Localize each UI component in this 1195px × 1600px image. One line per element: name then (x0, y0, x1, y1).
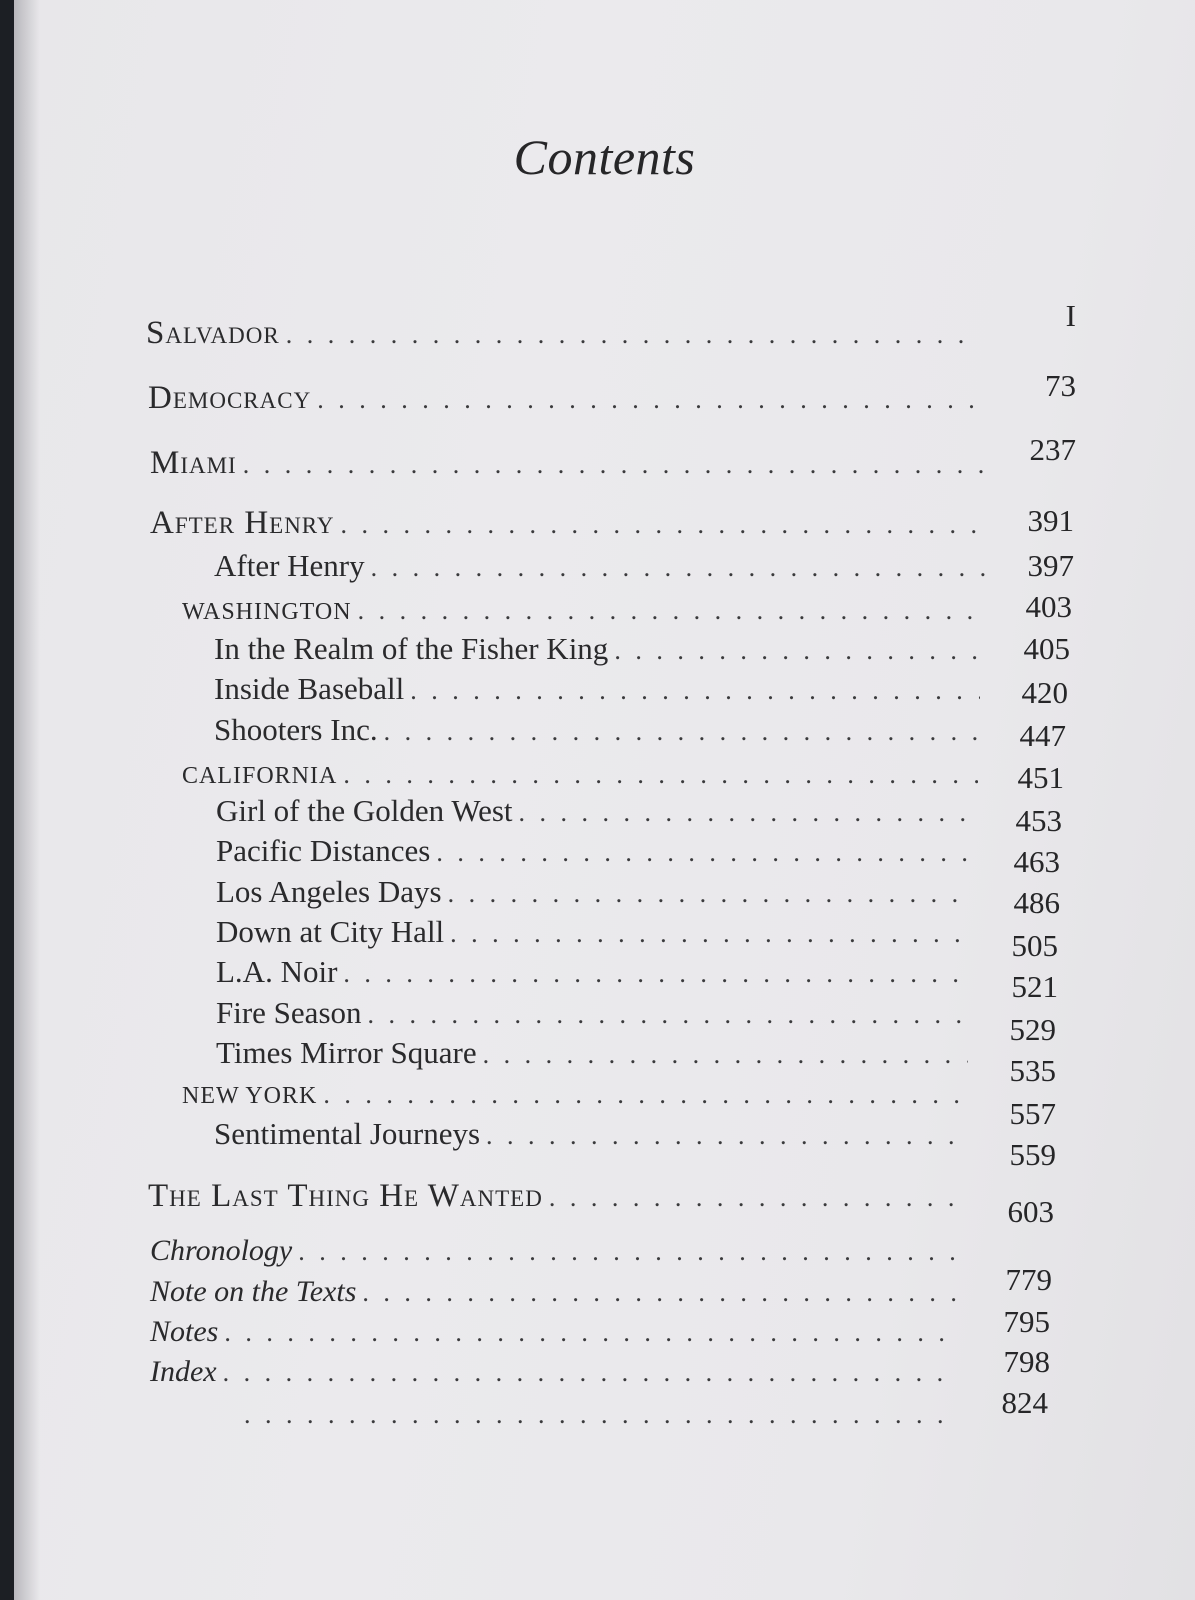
toc-entry (150, 445, 986, 482)
toc-entry (150, 505, 984, 542)
dot-leader (549, 1183, 966, 1213)
page-number: 824 (1001, 1385, 1048, 1420)
toc-entry (216, 874, 974, 910)
dot-leader (224, 1318, 958, 1348)
toc-entry-title: Miami (150, 445, 237, 481)
toc-entry-title: Times Mirror Square (216, 1035, 477, 1070)
toc-entry (148, 380, 988, 417)
page-number: 486 (1013, 885, 1060, 920)
page-number: 391 (1027, 503, 1074, 538)
toc-trailing-leader (244, 1400, 956, 1430)
toc-entry-title: Note on the Texts (150, 1275, 357, 1308)
toc-entry (182, 760, 978, 790)
toc-entry (150, 1275, 960, 1309)
toc-entry-title: Pacific Distances (216, 833, 431, 868)
dot-leader (317, 385, 988, 415)
page-number: 420 (1021, 675, 1068, 710)
toc-entry (150, 1315, 958, 1349)
toc-entry-title: Salvador (146, 315, 280, 351)
page-number: 603 (1007, 1194, 1054, 1229)
dot-leader (341, 510, 985, 540)
page-number: 447 (1019, 718, 1066, 753)
toc-entry (148, 1178, 966, 1215)
toc-entry (216, 793, 976, 829)
toc-entry-title: After Henry (150, 505, 335, 541)
toc-entry-title: Sentimental Journeys (214, 1116, 481, 1151)
page-number: 397 (1027, 548, 1074, 583)
dot-leader (243, 450, 986, 480)
dot-leader (384, 717, 978, 747)
page-number: 505 (1011, 928, 1058, 963)
toc-entry-title: Democracy (148, 380, 312, 416)
page-number: 453 (1015, 803, 1062, 838)
toc-entry (216, 833, 976, 869)
toc-entry-title: WASHINGTON (182, 599, 352, 625)
dot-leader (486, 1121, 966, 1151)
dot-leader (450, 919, 972, 949)
toc-entry (214, 671, 980, 707)
toc-entry (182, 596, 982, 626)
toc-entry-title: Down at City Hall (216, 914, 445, 949)
dot-leader (614, 636, 982, 666)
page-number: I (1065, 298, 1076, 333)
toc-entry (216, 914, 972, 950)
page-number: 529 (1009, 1012, 1056, 1047)
page-number: 73 (1045, 368, 1076, 403)
toc-entry (146, 315, 976, 352)
toc-entry-title: Fire Season (216, 995, 362, 1030)
toc-entry-title: Chronology (150, 1234, 293, 1267)
page-number: 795 (1003, 1304, 1050, 1339)
dot-leader (286, 320, 976, 350)
page-number: 463 (1013, 844, 1060, 879)
toc-entry-title: L.A. Noir (216, 954, 338, 989)
dot-leader (298, 1237, 962, 1267)
page-number: 405 (1023, 631, 1070, 666)
toc-entry (214, 631, 982, 667)
dot-leader (323, 1080, 966, 1110)
toc-entry-title: Notes (150, 1315, 219, 1348)
toc-entry-title: Los Angeles Days (216, 874, 442, 909)
dot-leader (358, 596, 982, 626)
toc-entry (150, 1355, 956, 1389)
toc-entry (182, 1080, 966, 1110)
toc-entry-title: Shooters Inc. (214, 712, 378, 747)
table-of-contents (14, 0, 1195, 1600)
toc-entry (216, 954, 970, 990)
page-number: 557 (1009, 1096, 1056, 1131)
page-number: 237 (1029, 432, 1076, 467)
dot-leader (343, 760, 978, 790)
dot-leader (436, 838, 976, 868)
toc-entry (214, 712, 978, 748)
dot-leader (519, 798, 976, 828)
page-number: 521 (1011, 969, 1058, 1004)
toc-entry-title: Inside Baseball (214, 671, 405, 706)
dot-leader (343, 959, 970, 989)
page-number: 403 (1025, 589, 1072, 624)
page-title: Contents (513, 129, 696, 185)
dot-leader (223, 1358, 956, 1388)
page-number: 779 (1005, 1262, 1052, 1297)
toc-entry-title: In the Realm of the Fisher King (214, 631, 609, 666)
toc-entry-title: Girl of the Golden West (216, 793, 513, 828)
dot-leader (362, 1278, 960, 1308)
page-number: 559 (1009, 1137, 1056, 1172)
dot-leader (410, 676, 980, 706)
page-number: 451 (1017, 760, 1064, 795)
toc-entry-title: After Henry (214, 548, 365, 583)
toc-entry-title: CALIFORNIA (182, 763, 338, 789)
toc-entry-title: NEW YORK (182, 1083, 318, 1109)
page-number: 535 (1009, 1053, 1056, 1088)
toc-entry-title: Index (150, 1355, 217, 1388)
toc-entry-title: The Last Thing He Wanted (148, 1178, 543, 1214)
toc-entry (214, 1116, 966, 1152)
book-page (14, 0, 1195, 1600)
dot-leader (244, 1400, 956, 1430)
toc-entry (216, 1035, 968, 1071)
toc-entry (214, 548, 986, 584)
dot-leader (368, 1000, 968, 1030)
dot-leader (371, 553, 986, 583)
toc-entry (150, 1234, 962, 1268)
page-number: 798 (1003, 1344, 1050, 1379)
dot-leader (483, 1040, 968, 1070)
dot-leader (448, 879, 974, 909)
toc-entry (216, 995, 968, 1031)
